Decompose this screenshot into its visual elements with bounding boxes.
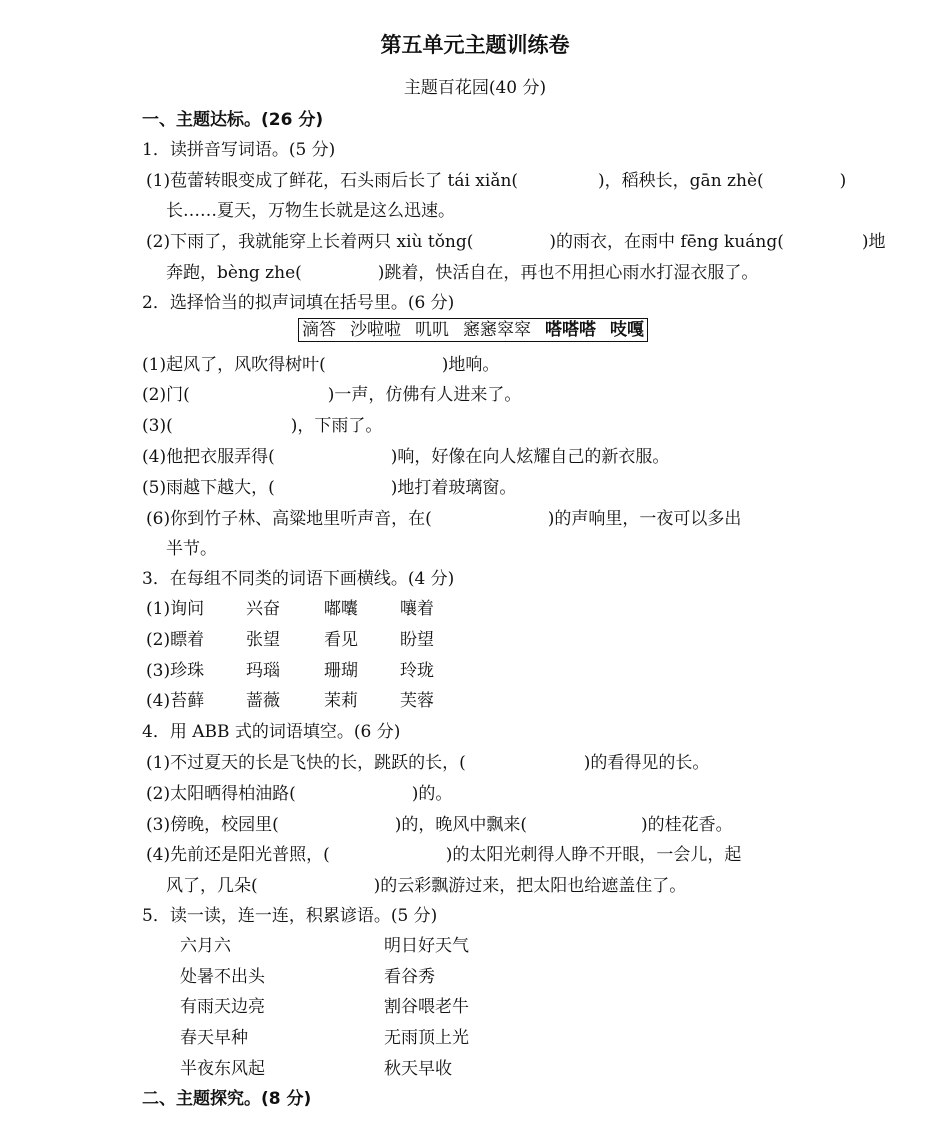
q2-item2 [142,383,521,407]
word-option[interactable]: 盼望 [400,630,434,650]
word-option[interactable]: 蔷薇 [246,691,280,711]
q1-line4 [166,261,758,285]
q4-item3 [146,813,733,837]
q2-heading: 2．选择恰当的拟声词填在括号里。(6 分) [142,293,455,313]
q1-line4-a: 奔跑，bèng zhe( [166,263,302,283]
q4-item4-c: 风了，几朵( [166,876,258,896]
q2-item6-cont: 半节。 [166,539,217,559]
proverb-left[interactable]: 有雨天边亮 [180,997,265,1017]
q2-item1 [142,353,499,377]
page-title: 第五单元主题训练卷 [380,33,570,57]
q1-line3-a: (2)下雨了，我就能穿上长着两只 xiù tǒng( [146,232,474,252]
q1-line4-b: )跳着，快活自在，再也不用担心雨水打湿衣服了。 [377,263,759,283]
word-bank-item: 滴答 [302,320,336,340]
q4-item1 [146,751,709,775]
word-bank-item: 嗒嗒嗒 [545,320,596,340]
q3-row [146,597,500,621]
q4-item1-b: )的看得见的长。 [583,753,710,773]
word-option[interactable]: 嘟囔 [324,599,358,619]
word-option[interactable]: 茉莉 [324,691,358,711]
q4-item4 [146,843,741,867]
q2-item3-b: )，下雨了。 [290,416,383,436]
q4-item3-c: )的桂花香。 [640,815,733,835]
q2-item3 [142,414,382,438]
proverb-left[interactable]: 处暑不出头 [180,967,265,987]
q2-item5-b: )地打着玻璃窗。 [390,478,517,498]
q5-heading: 5．读一读，连一连，积累谚语。(5 分) [142,906,438,926]
proverb-right[interactable]: 明日好天气 [384,936,469,956]
q2-item6 [146,507,741,531]
word-option[interactable]: 嚷着 [400,599,434,619]
q4-item2 [146,782,452,806]
q4-item4-b: )的太阳光刺得人睁不开眼，一会儿，起 [445,845,742,865]
word-bank-item: 窸窸窣窣 [463,320,531,340]
section2-heading: 二、主题探究。(8 分) [142,1089,312,1109]
word-option[interactable]: 兴奋 [246,599,280,619]
q3-heading: 3．在每组不同类的词语下画横线。(4 分) [142,569,455,589]
q4-heading: 4．用 ABB 式的词语填空。(6 分) [142,722,401,742]
proverb-left[interactable]: 六月六 [180,936,231,956]
q4-item4-cont [166,874,686,898]
proverb-right[interactable]: 秋天早收 [384,1059,452,1079]
word-option[interactable]: 玲珑 [400,661,434,681]
q4-item2-b: )的。 [411,784,453,804]
word-option[interactable]: 珊瑚 [324,661,358,681]
q4-item3-a: (3)傍晚，校园里( [146,815,279,835]
q2-item5-a: (5)雨越下越大，( [142,478,275,498]
q2-item1-a: (1)起风了，风吹得树叶( [142,355,326,375]
proverb-left[interactable]: 半夜东风起 [180,1059,265,1079]
word-option[interactable]: (4)苔藓 [146,691,205,711]
section1-heading: 一、主题达标。(26 分) [142,110,324,130]
q2-item6-a: (6)你到竹子林、高粱地里听声音，在( [146,509,432,529]
word-option[interactable]: 芙蓉 [400,691,434,711]
proverb-right[interactable]: 割谷喂老牛 [384,997,469,1017]
q1-line1-a: (1)苞蕾转眼变成了鲜花，石头雨后长了 tái xiǎn( [146,171,519,191]
q2-item6-b: )的声响里，一夜可以多出 [547,509,742,529]
word-option[interactable]: 看见 [324,630,358,650]
q1-line3-c: )地 [861,232,886,252]
q4-item4-d: )的云彩飘游过来，把太阳也给遮盖住了。 [373,876,687,896]
q1-heading: 1．读拼音写词语。(5 分) [142,140,336,160]
q2-item2-a: (2)门( [142,385,190,405]
word-option[interactable]: 张望 [246,630,280,650]
page-subtitle: 主题百花园(40 分) [403,78,547,98]
q3-row [146,659,500,683]
q4-item3-b: )的，晚风中飘来( [394,815,527,835]
q2-item4-b: )响，好像在向人炫耀自己的新衣服。 [390,447,670,467]
proverb-left[interactable]: 春天早种 [180,1028,248,1048]
q2-item5 [142,476,516,500]
q2-item3-a: (3)( [142,416,173,436]
word-bank-item: 沙啦啦 [350,320,401,340]
word-bank-item: 叽叽 [415,320,449,340]
q4-item2-a: (2)太阳晒得柏油路( [146,784,296,804]
proverb-right[interactable]: 看谷秀 [384,967,435,987]
word-option[interactable]: (1)询问 [146,599,205,619]
q4-item1-a: (1)不过夏天的长是飞快的长，跳跃的长，( [146,753,466,773]
word-option[interactable]: 玛瑙 [246,661,280,681]
q1-line1-b: )，稻秧长，gān zhè( [598,171,764,191]
q1-line2: 长……夏天，万物生长就是这么迅速。 [166,201,455,221]
word-option[interactable]: (2)瞟着 [146,630,205,650]
q3-row [146,628,500,652]
q1-line3 [146,230,886,254]
q1-line3-b: )的雨衣，在雨中 fēng kuáng( [549,232,784,252]
word-bank-box [298,318,648,342]
q2-item2-b: )一声，仿佛有人进来了。 [327,385,522,405]
q2-item4 [142,445,669,469]
q1-line1 [146,169,846,193]
proverb-right[interactable]: 无雨顶上光 [384,1028,469,1048]
q2-item1-b: )地响。 [441,355,500,375]
q2-item4-a: (4)他把衣服弄得( [142,447,275,467]
q1-line1-c: ) [839,171,847,191]
q3-row [146,689,500,713]
q4-item4-a: (4)先前还是阳光普照，( [146,845,330,865]
word-option[interactable]: (3)珍珠 [146,661,205,681]
word-bank-item: 吱嘎 [610,320,644,340]
